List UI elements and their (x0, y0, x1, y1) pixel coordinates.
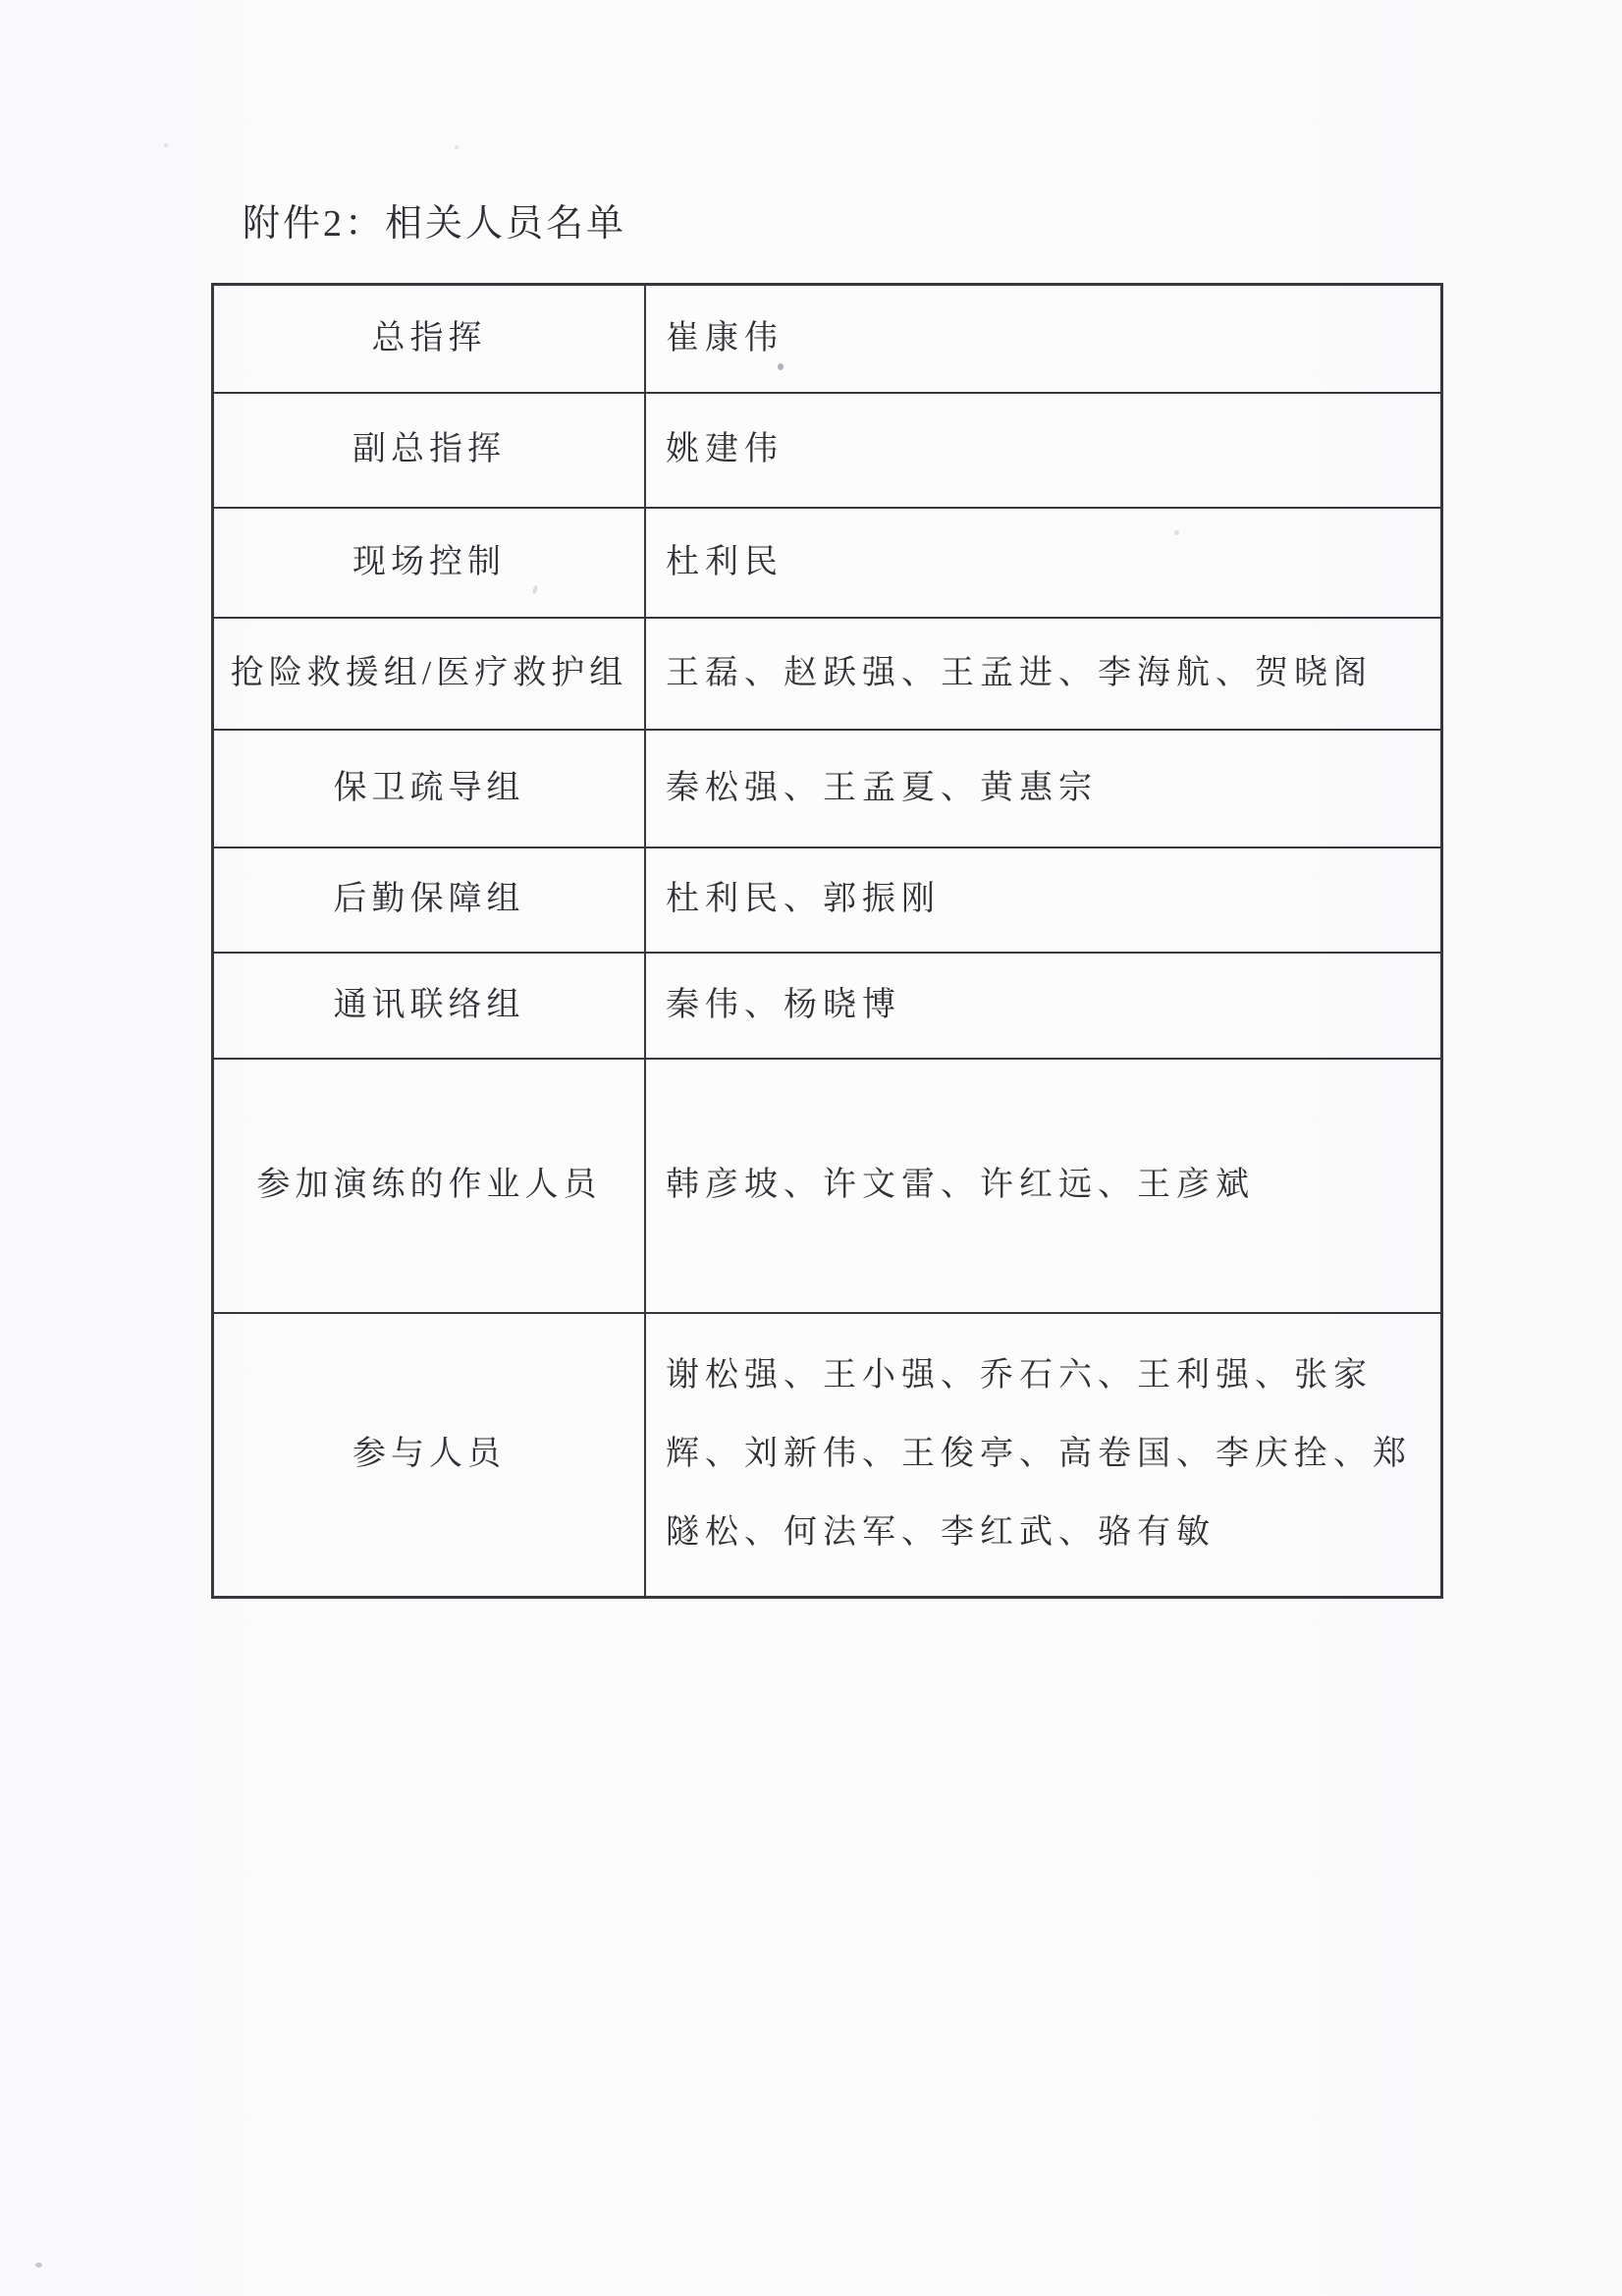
table-row (213, 508, 1442, 618)
scan-artifact-dot (35, 2263, 42, 2268)
table-row (213, 847, 1442, 953)
personnel-table-body (213, 285, 1442, 1598)
members-cell: 谢松强、王小强、乔石六、王利强、张家辉、刘新伟、王俊亭、高卷国、李庆拴、郑隧松、何法军、李红武、骆有敏 (645, 1313, 1442, 1598)
role-cell: 通讯联络组 (213, 953, 646, 1059)
members-cell: 杜利民 (645, 508, 1442, 618)
table-row (213, 730, 1442, 847)
personnel-table (211, 283, 1443, 1599)
role-cell: 参加演练的作业人员 (213, 1059, 646, 1313)
members-cell: 崔康伟 (645, 285, 1442, 393)
role-cell: 参与人员 (213, 1313, 646, 1598)
role-cell: 保卫疏导组 (213, 730, 646, 847)
scan-artifact-dot (455, 145, 459, 149)
role-cell: 现场控制 (213, 508, 646, 618)
members-cell: 王磊、赵跃强、王孟进、李海航、贺晓阁 (645, 618, 1442, 730)
table-row (213, 618, 1442, 730)
role-cell: 副总指挥 (213, 393, 646, 508)
attachment-title: 附件2：相关人员名单 (243, 203, 627, 245)
members-cell: 杜利民、郭振刚 (645, 847, 1442, 953)
members-cell: 韩彦坡、许文雷、许红远、王彦斌 (645, 1059, 1442, 1313)
table-row (213, 285, 1442, 393)
members-cell: 姚建伟 (645, 393, 1442, 508)
role-cell: 总指挥 (213, 285, 646, 393)
members-cell: 秦伟、杨晓博 (645, 953, 1442, 1059)
table-row (213, 1059, 1442, 1313)
table-row (213, 393, 1442, 508)
role-cell: 后勤保障组 (213, 847, 646, 953)
role-cell: 抢险救援组/医疗救护组 (213, 618, 646, 730)
members-cell: 秦松强、王孟夏、黄惠宗 (645, 730, 1442, 847)
table-row (213, 1313, 1442, 1598)
scan-artifact-dot (164, 143, 168, 147)
table-row (213, 953, 1442, 1059)
